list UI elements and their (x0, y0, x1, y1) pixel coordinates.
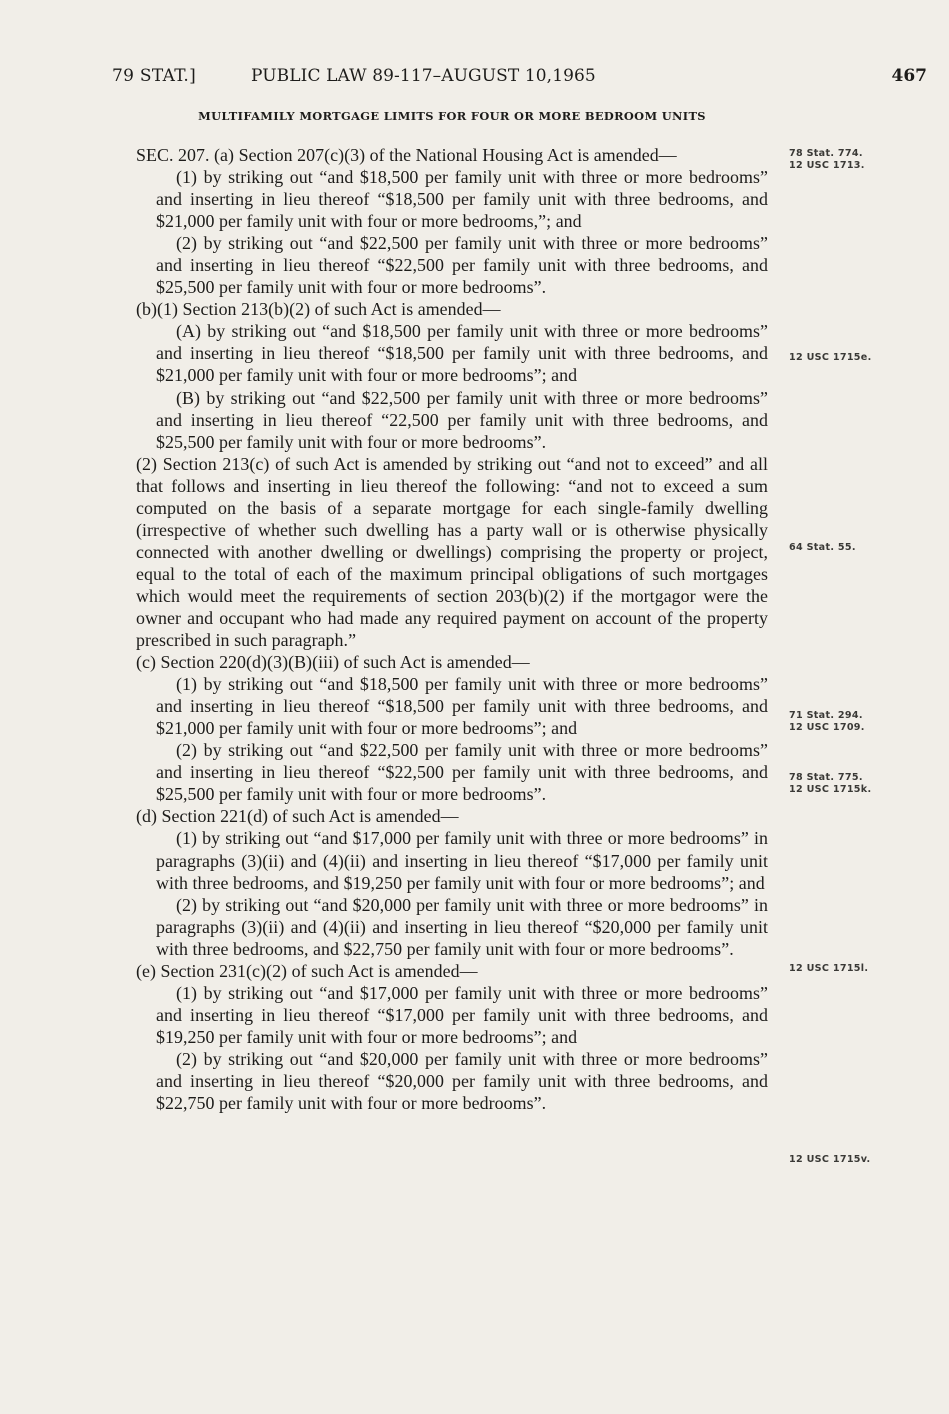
citation-line: 78 Stat. 775. (789, 772, 863, 783)
subsection-e: (e) Section 231(c)(2) of such Act is amended— (136, 960, 478, 981)
margin-citation (789, 148, 865, 171)
margin-citation (789, 542, 856, 554)
section-heading: MULTIFAMILY MORTGAGE LIMITS FOR FOUR OR MORE BEDROOM UNITS (198, 109, 706, 123)
clause-b-1-b: (B) by striking out “and $22,500 per family unit with three or more bedrooms” and inserting in lieu thereof “22,500 per family unit with three bedrooms, and $25,500 per family unit with four or more bedrooms”. (156, 387, 768, 452)
citation-line: 12 USC 1715e. (789, 352, 872, 363)
subsection-b-1: (b)(1) Section 213(b)(2) of such Act is amended— (136, 299, 501, 320)
citation-line: 71 Stat. 294. (789, 710, 863, 721)
clause-e-1: (1) by striking out “and $17,000 per family unit with three or more bedrooms” and inserting in lieu thereof “$17,000 per family unit with three bedrooms, and $19,250 per family unit with four or more bedrooms”; and (156, 982, 768, 1047)
citation-line: 12 USC 1709. (789, 721, 865, 733)
subsection-b-2: (2) Section 213(c) of such Act is amended by striking out “and not to exceed” and all that follows and inserting in lieu thereof the following: “and not to exceed a sum computed on the basis of a separate mortgage for each single-family dwelling (irrespective of whether such dwelling has a party wall or is otherwise physically connected with another dwelling or dwellings) comprising the property or project, equal to the total of each of the maximum principal obligations of such mortgages which would meet the requirements of section 203(b)(2) if the mortgagor were the owner and occupant who had made any required payment on account of the property prescribed in such paragraph.” (136, 453, 768, 651)
clause-c-1: (1) by striking out “and $18,500 per family unit with three or more bedrooms” and inserting in lieu thereof “$18,500 per family unit with three bedrooms, and $21,000 per family unit with four or more bedrooms”; and (156, 674, 768, 739)
citation-line: 64 Stat. 55. (789, 542, 856, 553)
citation-line: 12 USC 1715v. (789, 1154, 871, 1165)
subsection-c: (c) Section 220(d)(3)(B)(iii) of such Act is amended— (136, 652, 530, 673)
margin-citation (789, 710, 865, 733)
clause-e-2: (2) by striking out “and $20,000 per family unit with three or more bedrooms” and inserting in lieu thereof “$20,000 per family unit with three bedrooms, and $22,750 per family unit with four or more bedrooms”. (156, 1048, 768, 1114)
margin-citation (789, 772, 871, 795)
clause-a-2: (2) by striking out “and $22,500 per family unit with three or more bedrooms” and inserting in lieu thereof “$22,500 per family unit with three bedrooms, and $25,500 per family unit with four or more bedrooms”. (156, 233, 768, 298)
clause-a-1: (1) by striking out “and $18,500 per family unit with three or more bedrooms” and inserting in lieu thereof “$18,500 per family unit with three bedrooms, and $21,000 per family unit with four or more bedrooms,”; and (156, 167, 768, 232)
running-title: PUBLIC LAW 89-117–AUGUST 10,1965 (251, 66, 596, 86)
citation-line: 12 USC 1715l. (789, 963, 869, 974)
page-header (112, 66, 927, 90)
citation-line: 78 Stat. 774. (789, 148, 863, 159)
page-number: 467 (891, 66, 927, 86)
margin-citation (789, 352, 872, 364)
section-intro: SEC. 207. (a) Section 207(c)(3) of the National Housing Act is amended— (136, 145, 677, 165)
clause-b-1-a: (A) by striking out “and $18,500 per family unit with three or more bedrooms” and inserting in lieu thereof “$18,500 per family unit with three bedrooms, and $21,000 per family unit with four or more bedrooms”; and (156, 321, 768, 386)
citation-line: 12 USC 1715k. (789, 783, 872, 795)
statute-text (136, 144, 768, 1114)
citation-line: 12 USC 1713. (789, 159, 865, 171)
margin-citation (789, 963, 868, 975)
volume-reference: 79 STAT.] (112, 66, 197, 86)
clause-d-2: (2) by striking out “and $20,000 per family unit with three or more bedrooms” in paragraphs (3)(ii) and (4)(ii) and inserting in lieu thereof “$20,000 per family unit with three bedrooms, and $22,750 per family unit with four or more bedrooms”. (156, 894, 768, 959)
subsection-d: (d) Section 221(d) of such Act is amended— (136, 806, 459, 827)
clause-c-2: (2) by striking out “and $22,500 per family unit with three or more bedrooms” and inserting in lieu thereof “$22,500 per family unit with three bedrooms, and $25,500 per family unit with four or more bedrooms”. (156, 740, 768, 805)
clause-d-1: (1) by striking out “and $17,000 per family unit with three or more bedrooms” in paragraphs (3)(ii) and (4)(ii) and inserting in lieu thereof “$17,000 per family unit with three bedrooms, and $19,250 per family unit with four or more bedrooms”; and (156, 828, 768, 893)
margin-citation (789, 1154, 871, 1166)
